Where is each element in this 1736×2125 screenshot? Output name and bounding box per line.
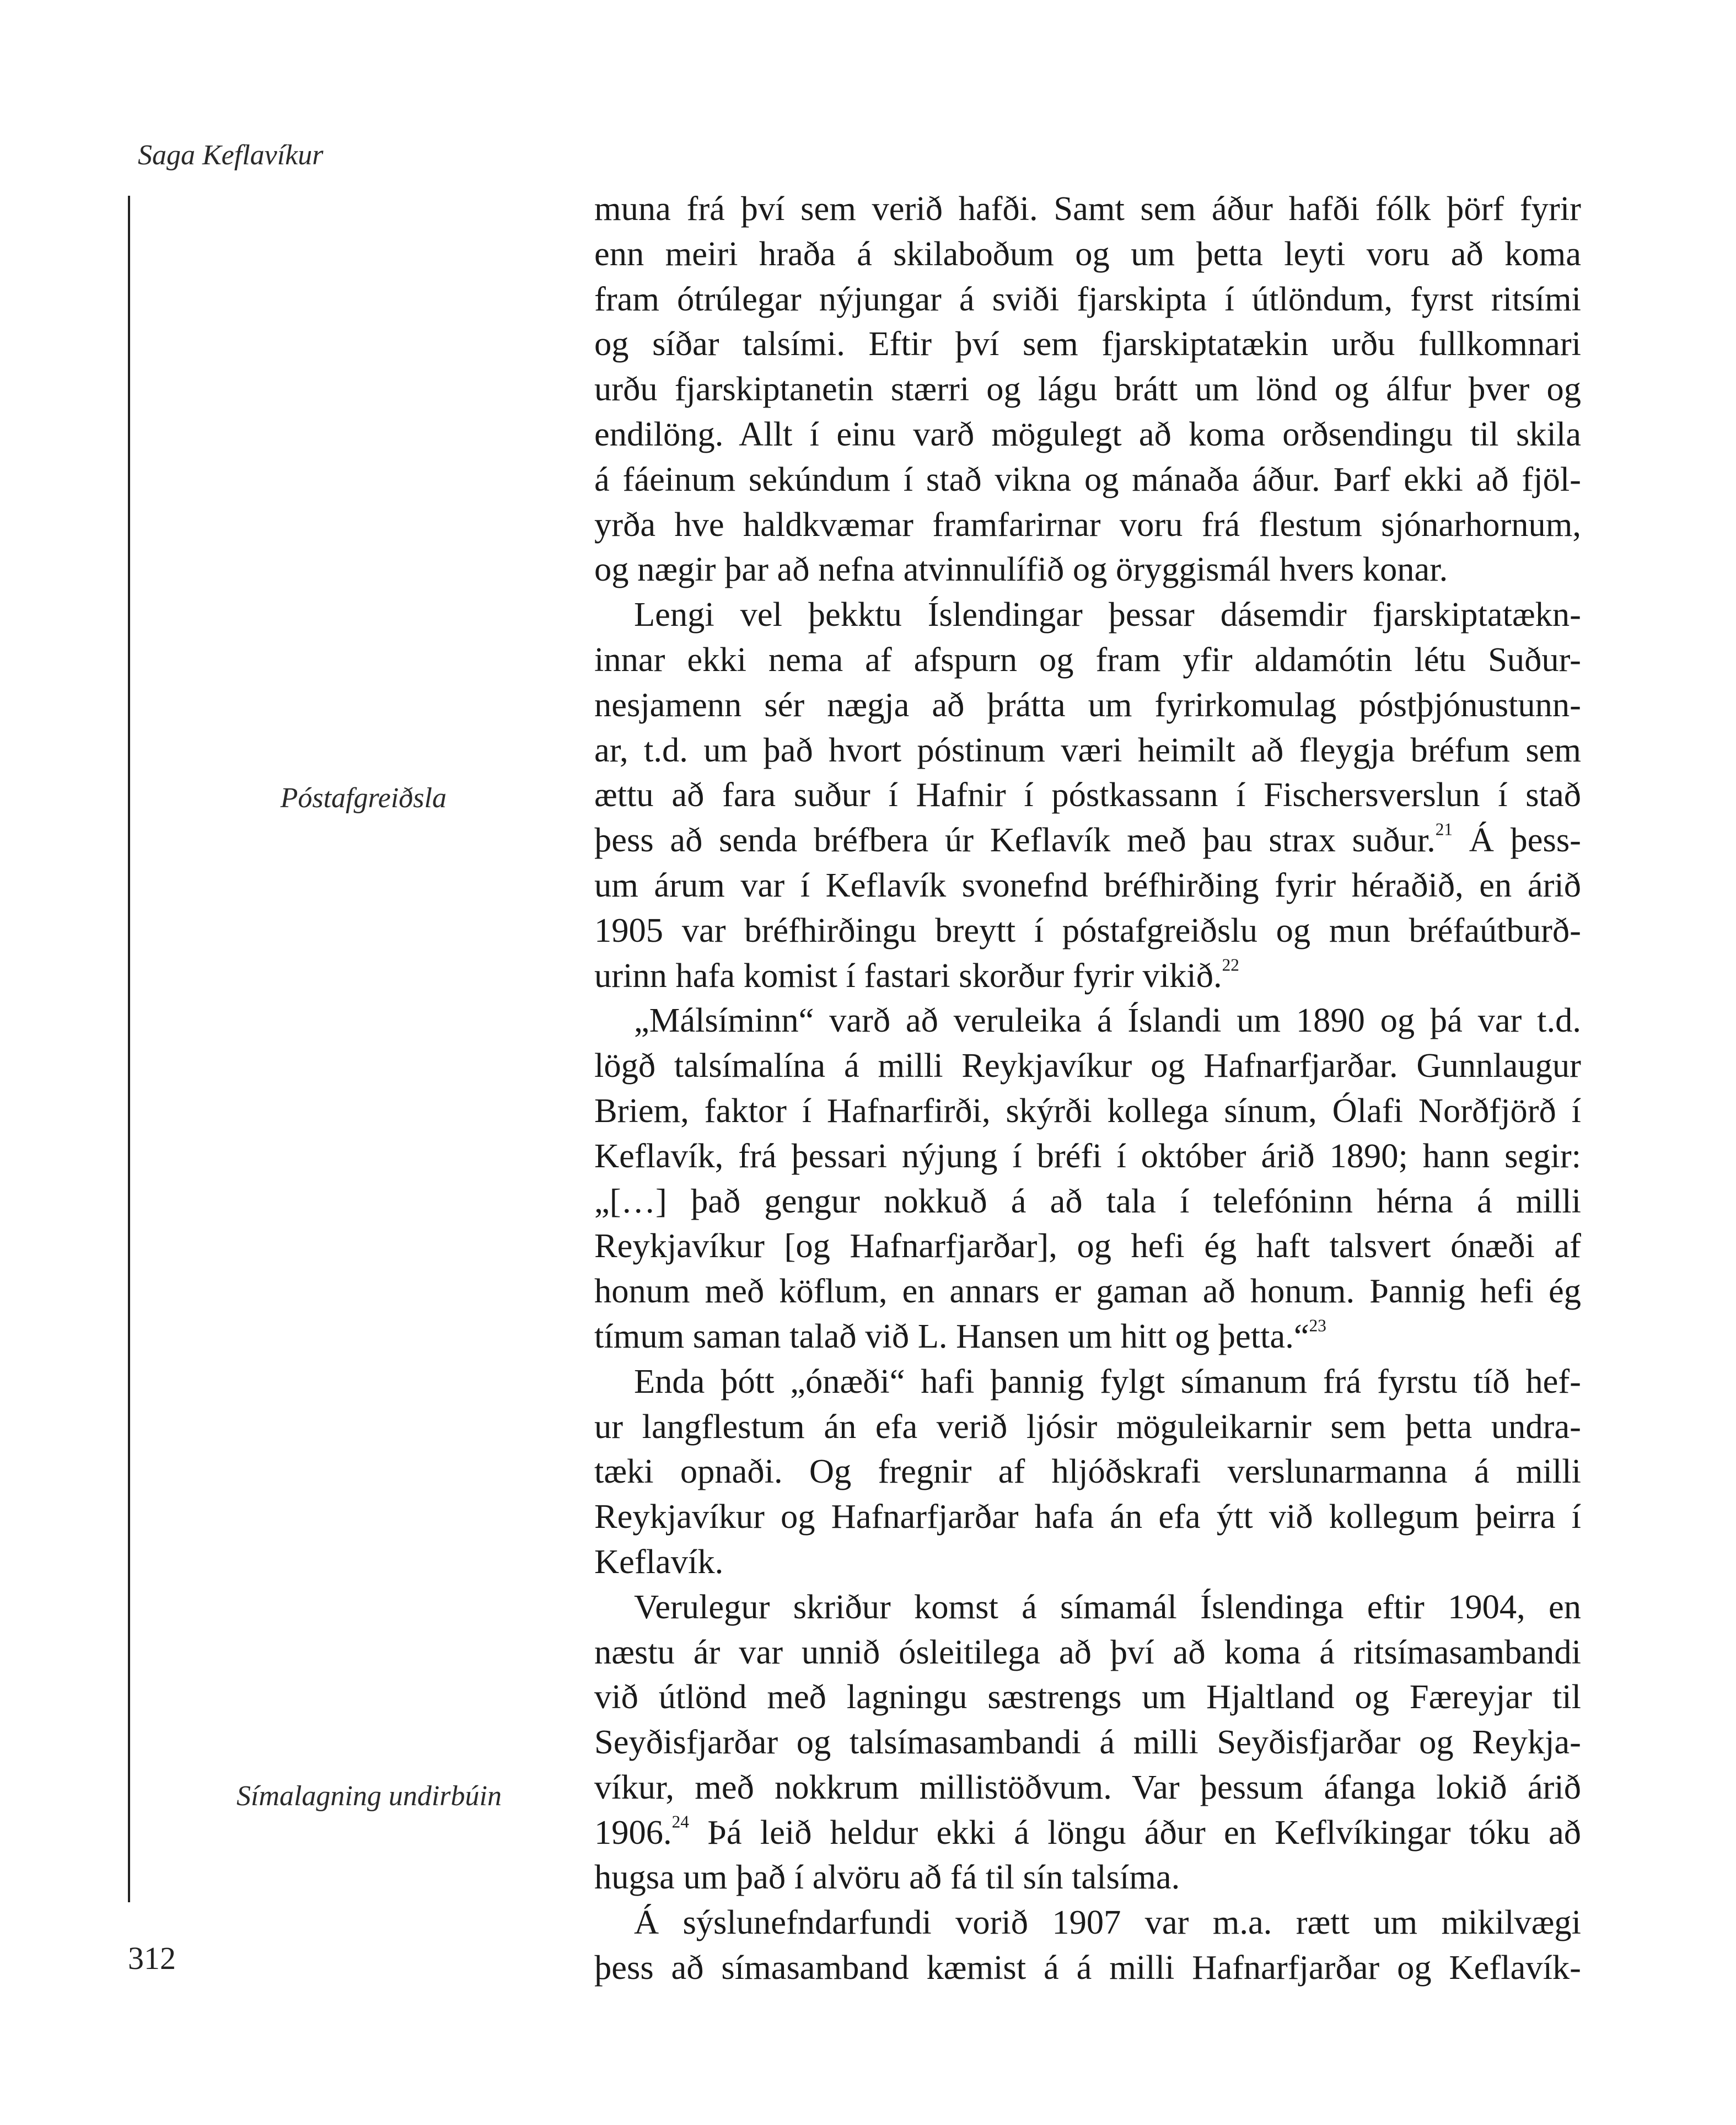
text-line: Verulegur skriður komst á símamál Íslendinga eftir 1904, en bbox=[634, 1587, 1581, 1626]
text-line: yrða hve haldkvæmar framfarirnar voru frá flestum sjónarhornum, bbox=[594, 505, 1581, 544]
line-text: Á þess- bbox=[1452, 820, 1581, 860]
line-text: urinn hafa komist í fastari skorður fyrir vikið. bbox=[594, 956, 1222, 995]
text-line: Enda þótt „ónæði“ hafi þannig fylgt símanum frá fyrstu tíð hef- bbox=[634, 1361, 1581, 1400]
footnote-ref-23: 23 bbox=[1309, 1316, 1326, 1335]
text-line: og síðar talsími. Eftir því sem fjarskiptatækin urðu fullkomnari bbox=[594, 324, 1581, 363]
text-line: Briem, faktor í Hafnarfirði, skýrði kollega sínum, Ólafi Norðfjörð í bbox=[594, 1091, 1581, 1130]
text-line: enn meiri hraða á skilaboðum og um þetta leyti voru að koma bbox=[594, 234, 1581, 273]
text-line bbox=[594, 818, 1581, 863]
text-line bbox=[594, 1810, 1581, 1855]
line-text: 1906. bbox=[594, 1812, 672, 1852]
running-head: Saga Keflavíkur bbox=[138, 139, 324, 171]
text-line: Reykjavíkur [og Hafnarfjarðar], og hefi ég haft talsvert ónæði af bbox=[594, 1226, 1581, 1265]
text-line: honum með köflum, en annars er gaman að honum. Þannig hefi ég bbox=[594, 1271, 1581, 1311]
text-line: innar ekki nema af afspurn og fram yfir aldamótin létu Suður- bbox=[594, 640, 1581, 679]
footnote-ref-21: 21 bbox=[1435, 819, 1453, 839]
text-line: hugsa um það í alvöru að fá til sín talsíma. bbox=[594, 1858, 1180, 1897]
text-line: Keflavík. bbox=[594, 1542, 724, 1581]
sidenote-postafgreidsla: Póstafgreiðsla bbox=[280, 782, 447, 814]
text-line: næstu ár var unnið ósleitilega að því að koma á ritsímasambandi bbox=[594, 1632, 1581, 1671]
text-line: Keflavík, frá þessari nýjung í bréfi í október árið 1890; hann segir: bbox=[594, 1136, 1581, 1175]
body-text bbox=[594, 186, 1581, 1990]
text-line: muna frá því sem verið hafði. Samt sem áður hafði fólk þörf fyrir bbox=[594, 189, 1581, 228]
sidenote-simalagning: Símalagning undirbúin bbox=[236, 1780, 502, 1812]
text-line: Seyðisfjarðar og talsímasambandi á milli Seyðisfjarðar og Reykja- bbox=[594, 1722, 1581, 1762]
text-line: „[…] það gengur nokkuð á að tala í telefóninn hérna á milli bbox=[594, 1181, 1581, 1220]
text-line: „Málsíminn“ varð að veruleika á Íslandi um 1890 og þá var t.d. bbox=[634, 1001, 1581, 1040]
text-line: tæki opnaði. Og fregnir af hljóðskrafi verslunarmanna á milli bbox=[594, 1452, 1581, 1491]
text-line: endilöng. Allt í einu varð mögulegt að koma orðsendingu til skila bbox=[594, 414, 1581, 453]
text-line: lögð talsímalína á milli Reykjavíkur og Hafnarfjarðar. Gunnlaugur bbox=[594, 1046, 1581, 1085]
text-line: og nægir þar að nefna atvinnulífið og öryggismál hvers konar. bbox=[594, 550, 1448, 589]
margin-rule bbox=[128, 196, 130, 1902]
text-line: Lengi vel þekktu Íslendingar þessar dásemdir fjarskiptatækn- bbox=[634, 595, 1581, 634]
footnote-ref-24: 24 bbox=[671, 1812, 689, 1831]
line-text: þess að senda bréfbera úr Keflavík með þau strax suður. bbox=[594, 820, 1436, 860]
text-line: ættu að fara suður í Hafnir í póstkassann í Fischersverslun í stað bbox=[594, 775, 1581, 814]
text-line: um árum var í Keflavík svonefnd bréfhirðing fyrir héraðið, en árið bbox=[594, 865, 1581, 904]
text-line: ar, t.d. um það hvort póstinum væri heimilt að fleygja bréfum sem bbox=[594, 730, 1581, 769]
text-line: þess að símasamband kæmist á á milli Hafnarfjarðar og Keflavík- bbox=[594, 1948, 1581, 1987]
footnote-ref-22: 22 bbox=[1222, 954, 1239, 974]
line-text: Þá leið heldur ekki á löngu áður en Keflvíkingar tóku að bbox=[689, 1812, 1581, 1852]
text-line bbox=[594, 953, 1581, 999]
text-line: urðu fjarskiptanetin stærri og lágu brátt um lönd og álfur þver og bbox=[594, 369, 1581, 409]
text-line: víkur, með nokkrum millistöðvum. Var þessum áfanga lokið árið bbox=[594, 1767, 1581, 1806]
text-line bbox=[594, 1314, 1581, 1359]
text-line: nesjamenn sér nægja að þrátta um fyrirkomulag póstþjónustunn- bbox=[594, 685, 1581, 724]
text-line: ur langflestum án efa verið ljósir möguleikarnir sem þetta undra- bbox=[594, 1407, 1581, 1446]
text-line: fram ótrúlegar nýjungar á sviði fjarskipta í útlöndum, fyrst ritsími bbox=[594, 279, 1581, 318]
text-line: Reykjavíkur og Hafnarfjarðar hafa án efa ýtt við kollegum þeirra í bbox=[594, 1497, 1581, 1536]
text-line: 1905 var bréfhirðingu breytt í póstafgreiðslu og mun bréfaútburð- bbox=[594, 910, 1581, 949]
line-text: tímum saman talað við L. Hansen um hitt og þetta.“ bbox=[594, 1316, 1309, 1355]
text-line: Á sýslunefndarfundi vorið 1907 var m.a. rætt um mikilvægi bbox=[634, 1903, 1581, 1942]
text-line: á fáeinum sekúndum í stað vikna og mánaða áður. Þarf ekki að fjöl- bbox=[594, 459, 1581, 498]
page-number: 312 bbox=[128, 1940, 176, 1976]
text-line: við útlönd með lagningu sæstrengs um Hjaltland og Færeyjar til bbox=[594, 1677, 1581, 1716]
